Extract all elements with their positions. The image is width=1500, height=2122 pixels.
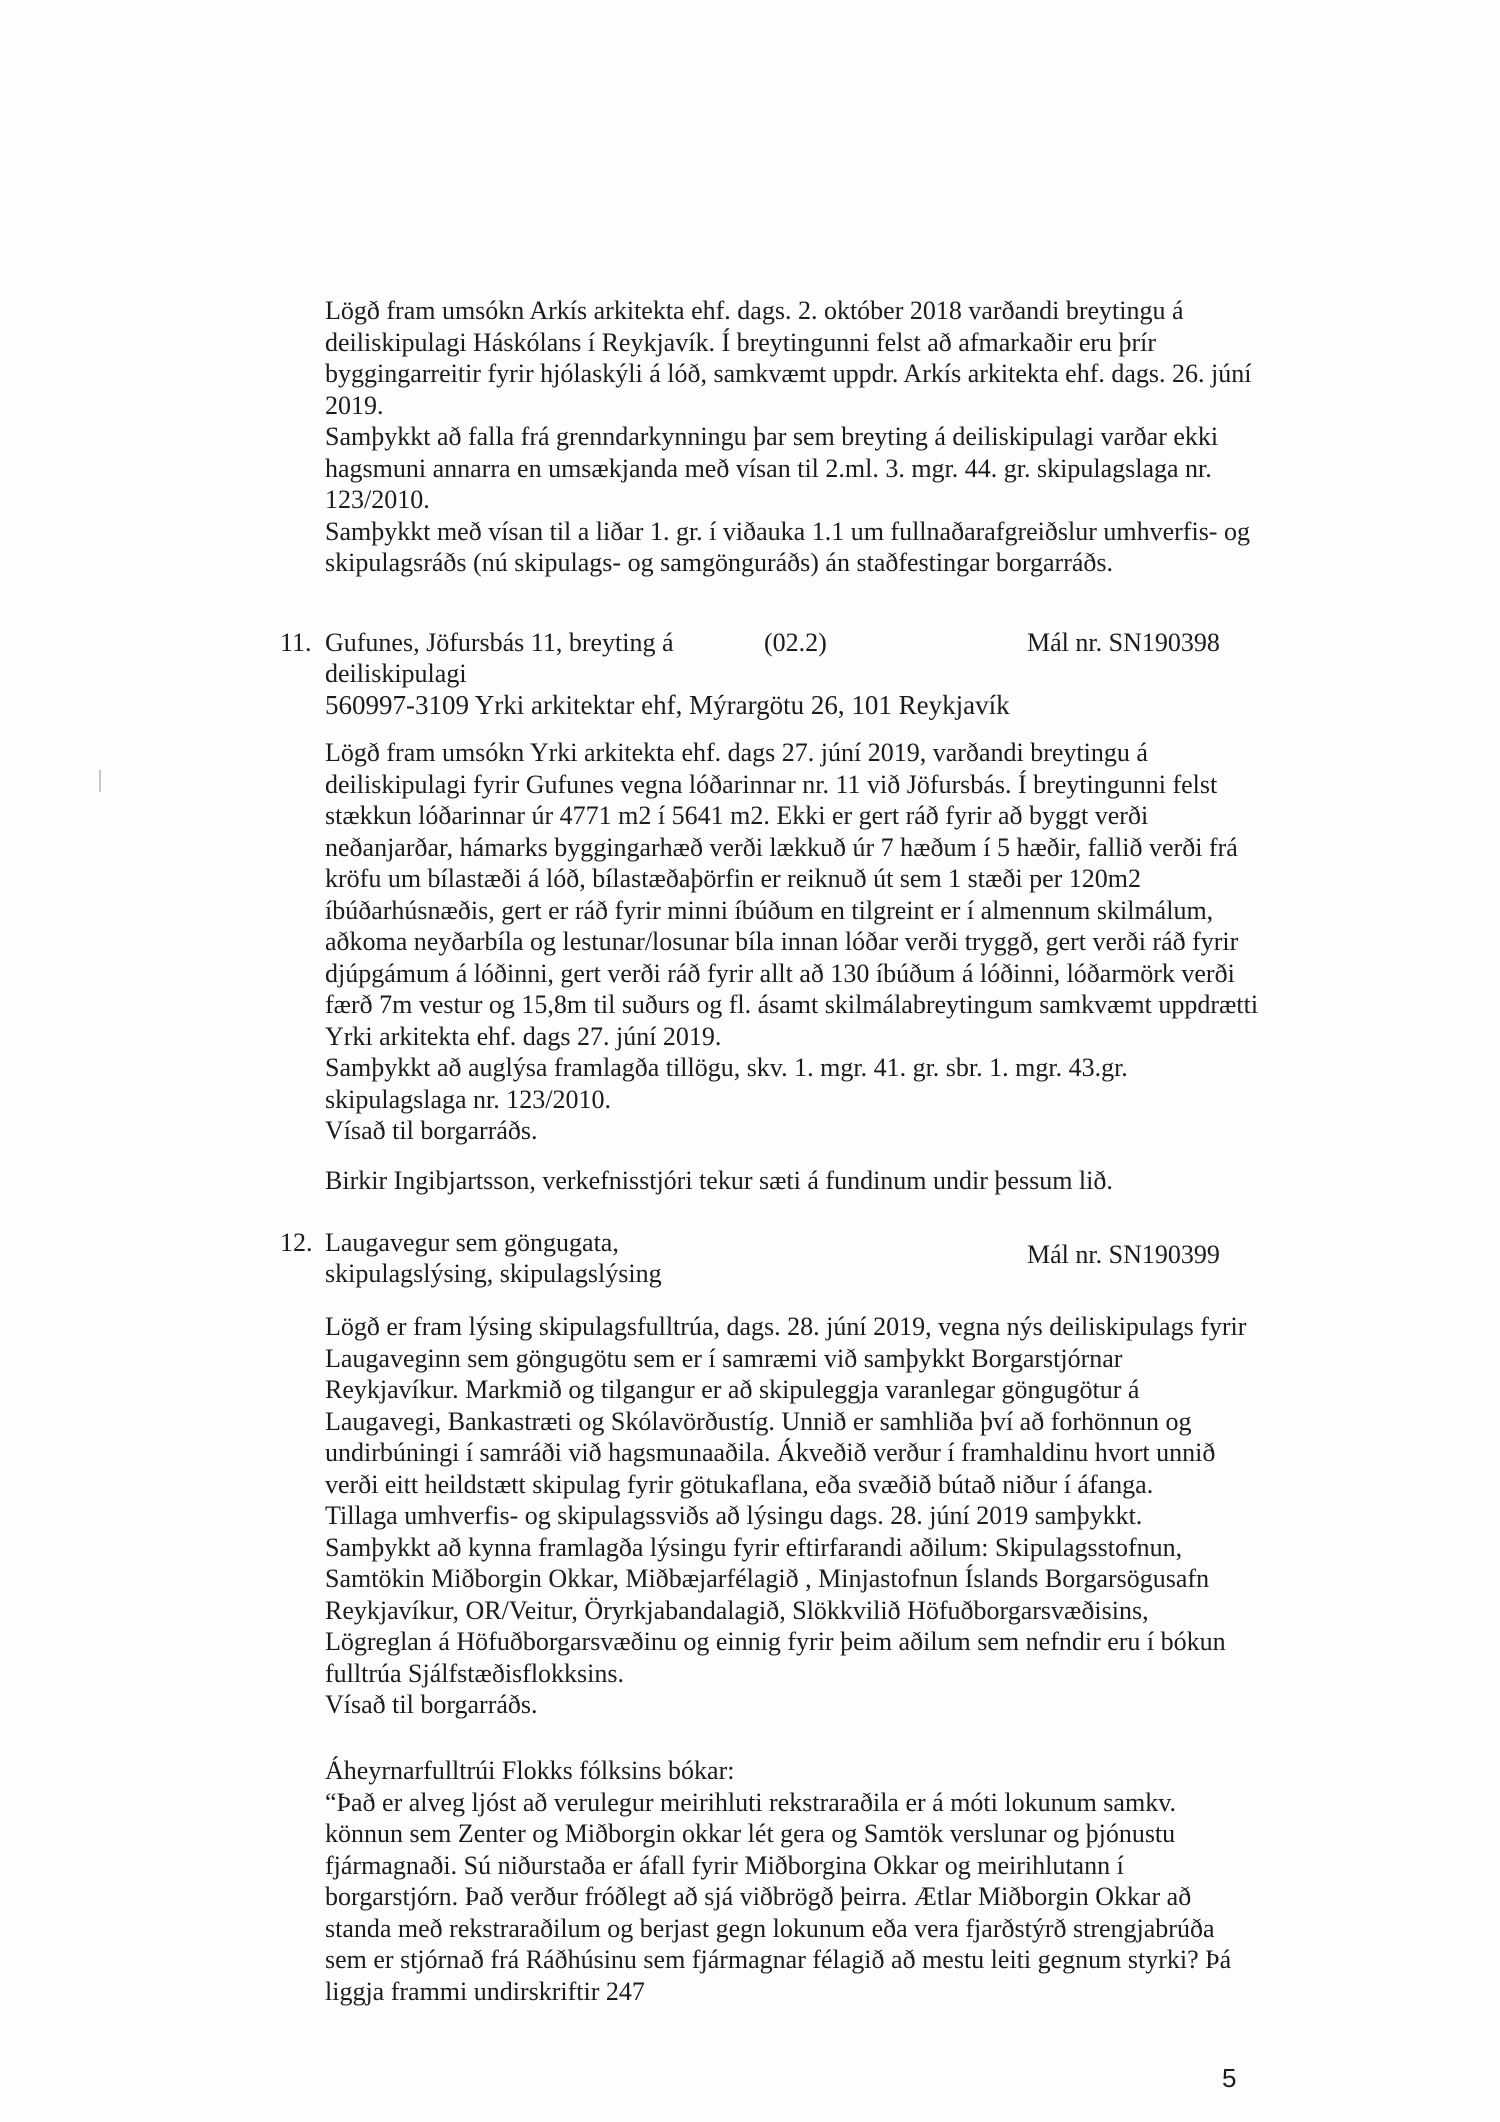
item-12-paragraph-4: Vísað til borgarráðs.	[325, 1690, 538, 1719]
item-12-paragraph-1: Lögð er fram lýsing skipulagsfulltrúa, dags. 28. júní 2019, vegna nýs deiliskipulags fyrir Laugaveginn sem göngugötu sem er í samræmi við samþykkt Borgarstjórnar Reykjavíkur. Markmið og tilgangur er að skipuleggja varanlegar göngugötur á Laugavegi, Bankastræti og Skólavörðustíg. Unnið er samhliða því að forhönnun og undirbúningi í samráði við hagsmunaaðila. Ákveðið verður í framhaldinu hvort unnið verði eitt heildstætt skipulag fyrir götukaflana, eða svæðið bútað niður í áfanga.	[325, 1312, 1247, 1499]
item-12-body	[325, 1311, 1260, 1721]
item-12-title: Laugavegur sem göngugata, skipulagslýsing, skipulagslýsing	[325, 1228, 662, 1288]
item-12-case-number: Mál nr. SN190399	[1027, 1240, 1220, 1269]
item-11-body	[325, 737, 1260, 1147]
item-11-paragraph-1: Lögð fram umsókn Yrki arkitekta ehf. dags 27. júní 2019, varðandi breytingu á deiliskipulagi fyrir Gufunes vegna lóðarinnar nr. 11 við Jöfursbás. Í breytingunni felst stækkun lóðarinnar úr 4771 m2 í 5641 m2. Ekki er gert ráð fyrir að byggt verði neðanjarðar, hámarks byggingarhæð verði lækkuð úr 7 hæðum í 5 hæðir, fallið verði frá kröfu um bílastæði á lóð, bílastæðaþörfin er reiknuð út sem 1 stæði per 120m2 íbúðarhúsnæðis, gert er ráð fyrir minni íbúðum en tilgreint er í almennum skilmálum, aðkoma neyðarbíla og lestunar/losunar bíla innan lóðar verði tryggð, gert verði ráð fyrir djúpgámum á lóðinni, gert verði ráð fyrir allt að 130 íbúðum á lóðinni, lóðarmörk verði færð 7m vestur og 15,8m til suðurs og fl. ásamt skilmálabreytingum samkvæmt uppdrætti Yrki arkitekta ehf. dags 27. júní 2019.	[325, 738, 1259, 1051]
item-11-applicant: 560997-3109 Yrki arkitektar ehf, Mýrargötu 26, 101 Reykjavík	[325, 690, 1010, 720]
intro-paragraph-1: Lögð fram umsókn Arkís arkitekta ehf. dags. 2. október 2018 varðandi breytingu á deiliskipulagi Háskólans í Reykjavík. Í breytingunni felst að afmarkaðir eru þrír byggingarreitir fyrir hjólaskýli á lóð, samkvæmt uppdr. Arkís arkitekta ehf. dags. 26. júní 2019.	[325, 296, 1252, 420]
item-12-paragraph-2: Tillaga umhverfis- og skipulagssviðs að lýsingu dags. 28. júní 2019 samþykkt.	[325, 1501, 1143, 1530]
item-12-number: 12.	[280, 1228, 313, 1257]
intro-block	[325, 295, 1260, 579]
item-12-bokun	[325, 1755, 1260, 2007]
page-number: 5	[1222, 2063, 1237, 2093]
bokun-heading: Áheyrnarfulltrúi Flokks fólksins bókar:	[325, 1756, 735, 1785]
intro-paragraph-3: Samþykkt með vísan til a liðar 1. gr. í viðauka 1.1 um fullnaðarafgreiðslur umhverfis- og skipulagsráðs (nú skipulags- og samgönguráðs) án staðfestingar borgarráðs.	[325, 516, 1250, 577]
scan-artifact-mark	[99, 770, 101, 792]
item-11-paragraph-3: Vísað til borgarráðs.	[325, 1116, 538, 1145]
intro-paragraph-2: Samþykkt að falla frá grenndarkynningu þar sem breyting á deiliskipulagi varðar ekki hagsmuni annarra en umsækjanda með vísan til 2.ml. 3. mgr. 44. gr. skipulagslaga nr. 123/2010.	[325, 422, 1219, 514]
item-11-number: 11.	[280, 628, 312, 657]
bokun-text: “Það er alveg ljóst að verulegur meirihluti rekstraraðila er á móti lokunum samkv. könnun sem Zenter og Miðborgin okkar lét gera og Samtök verslunar og þjónustu fjármagnaði. Sú niðurstaða er áfall fyrir Miðborgina Okkar og meirihlutann í borgarstjórn. Það verður fróðlegt að sjá viðbrögð þeirra. Ætlar Miðborgin Okkar að standa með rekstraraðilum og berjast gegn lokunum eða vera fjarðstýrð strengjabrúða sem er stjórnað frá Ráðhúsinu sem fjármagnar félagið að mestu leiti gegnum styrki? Þá liggja frammi undirskriftir 247	[325, 1787, 1232, 2006]
item-11-case-number: Mál nr. SN190398	[1027, 628, 1220, 657]
item-11-title: Gufunes, Jöfursbás 11, breyting á deiliskipulagi	[325, 628, 674, 688]
item-11-paragraph-2: Samþykkt að auglýsa framlagða tillögu, skv. 1. mgr. 41. gr. sbr. 1. mgr. 43.gr. skipulagslaga nr. 123/2010.	[325, 1053, 1128, 1114]
item-11-note	[325, 1165, 1260, 1197]
item-12-paragraph-3: Samþykkt að kynna framlagða lýsingu fyrir eftirfarandi aðilum: Skipulagsstofnun, Samtökin Miðborgin Okkar, Miðbæjarfélagið , Minjastofnun Íslands Borgarsögusafn Reykjavíkur, OR/Veitur, Öryrkjabandalagið, Slökkvilið Höfuðborgarsvæðisins, Lögreglan á Höfuðborgarsvæðinu og einnig fyrir þeim aðilum sem nefndir eru í bókun fulltrúa Sjálfstæðisflokksins.	[325, 1532, 1226, 1688]
item-11-code: (02.2)	[764, 628, 827, 657]
item-11-note-text: Birkir Ingibjartsson, verkefnisstjóri tekur sæti á fundinum undir þessum lið.	[325, 1166, 1113, 1195]
